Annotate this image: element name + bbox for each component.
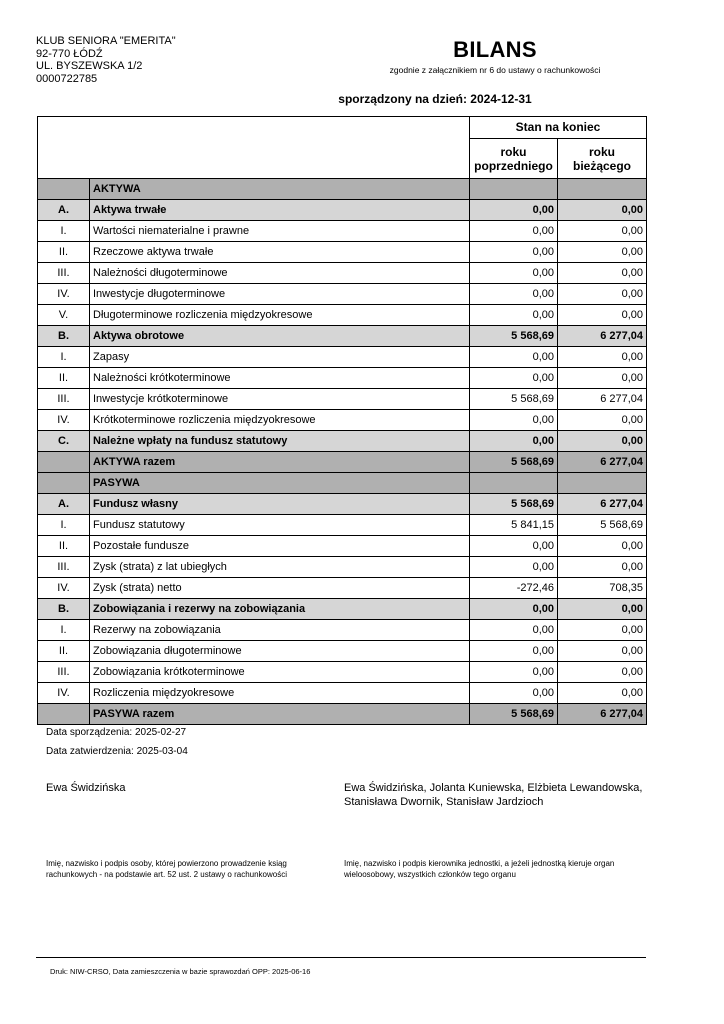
document-date: sporządzony na dzień: 2024-12-31 — [338, 92, 532, 106]
row-current-value: 0,00 — [558, 200, 647, 221]
row-mark: I. — [38, 515, 90, 536]
row-prev-value: 0,00 — [470, 557, 558, 578]
table-row — [38, 515, 647, 536]
table-row — [38, 389, 647, 410]
table-row — [38, 284, 647, 305]
row-prev-value: 0,00 — [470, 662, 558, 683]
row-current-value: 0,00 — [558, 557, 647, 578]
row-mark: I. — [38, 620, 90, 641]
table-row — [38, 620, 647, 641]
row-name: Zobowiązania i rezerwy na zobowiązania — [90, 599, 470, 620]
row-current-value: 0,00 — [558, 263, 647, 284]
row-prev-value: 0,00 — [470, 599, 558, 620]
table-header-row — [38, 117, 647, 139]
row-prev-value: 0,00 — [470, 263, 558, 284]
table-row — [38, 473, 647, 494]
row-current-value: 0,00 — [558, 221, 647, 242]
table-row — [38, 368, 647, 389]
row-name: Należne wpłaty na fundusz statutowy — [90, 431, 470, 452]
row-prev-value — [470, 179, 558, 200]
table-body — [38, 179, 647, 725]
row-prev-value: 0,00 — [470, 683, 558, 704]
row-name: Inwestycje krótkoterminowe — [90, 389, 470, 410]
table-row — [38, 200, 647, 221]
table-row — [38, 221, 647, 242]
row-current-value: 0,00 — [558, 242, 647, 263]
table-row — [38, 347, 647, 368]
row-current-value: 0,00 — [558, 410, 647, 431]
row-current-value — [558, 473, 647, 494]
row-mark: IV. — [38, 284, 90, 305]
table-row — [38, 599, 647, 620]
date-prepared: Data sporządzenia: 2025-02-27 — [46, 727, 187, 738]
row-prev-value: 0,00 — [470, 305, 558, 326]
table-row — [38, 557, 647, 578]
row-name: Należności krótkoterminowe — [90, 368, 470, 389]
table-row — [38, 431, 647, 452]
row-current-value: 6 277,04 — [558, 704, 647, 725]
row-name: Zapasy — [90, 347, 470, 368]
header-prev-year: roku poprzedniego — [470, 139, 558, 179]
table-row — [38, 326, 647, 347]
row-current-value: 0,00 — [558, 368, 647, 389]
row-current-value: 0,00 — [558, 305, 647, 326]
row-current-value: 0,00 — [558, 641, 647, 662]
date-approved: Data zatwierdzenia: 2025-03-04 — [46, 746, 188, 757]
header-current-year: roku bieżącego — [558, 139, 647, 179]
row-current-value: 0,00 — [558, 683, 647, 704]
row-prev-value: 0,00 — [470, 347, 558, 368]
table-row — [38, 410, 647, 431]
row-mark — [38, 704, 90, 725]
row-mark — [38, 179, 90, 200]
row-mark: III. — [38, 389, 90, 410]
table-row — [38, 683, 647, 704]
row-current-value: 5 568,69 — [558, 515, 647, 536]
row-name: Rozliczenia międzyokresowe — [90, 683, 470, 704]
row-prev-value: 0,00 — [470, 410, 558, 431]
header-blank-cell — [38, 117, 470, 179]
org-street: UL. BYSZEWSKA 1/2 — [36, 60, 143, 72]
row-mark: III. — [38, 263, 90, 284]
row-prev-value: -272,46 — [470, 578, 558, 599]
organization-block — [36, 35, 176, 85]
row-current-value: 0,00 — [558, 347, 647, 368]
row-prev-value: 0,00 — [470, 221, 558, 242]
table-row — [38, 662, 647, 683]
row-prev-value: 5 568,69 — [470, 389, 558, 410]
row-name: AKTYWA — [90, 179, 470, 200]
row-name: AKTYWA razem — [90, 452, 470, 473]
header-period: Stan na koniec — [470, 117, 647, 139]
footer-divider — [36, 957, 646, 958]
row-mark: III. — [38, 557, 90, 578]
row-prev-value: 0,00 — [470, 242, 558, 263]
table-row — [38, 494, 647, 515]
row-mark: V. — [38, 305, 90, 326]
row-prev-value: 0,00 — [470, 620, 558, 641]
document-title: BILANS — [453, 37, 537, 62]
row-prev-value: 5 568,69 — [470, 452, 558, 473]
row-current-value: 708,35 — [558, 578, 647, 599]
row-name: Wartości niematerialne i prawne — [90, 221, 470, 242]
row-current-value: 0,00 — [558, 599, 647, 620]
row-mark: B. — [38, 326, 90, 347]
management-names: Ewa Świdzińska, Jolanta Kuniewska, Elżbieta Lewandowska, Stanisława Dwornik, Stanisław Jardzioch — [344, 782, 643, 808]
row-current-value — [558, 179, 647, 200]
document-subtitle: zgodnie z załącznikiem nr 6 do ustawy o rachunkowości — [389, 65, 601, 75]
row-prev-value: 0,00 — [470, 641, 558, 662]
row-mark: II. — [38, 536, 90, 557]
row-prev-value: 0,00 — [470, 536, 558, 557]
row-name: Fundusz statutowy — [90, 515, 470, 536]
bookkeeper-name: Ewa Świdzińska — [46, 782, 126, 794]
row-prev-value: 5 568,69 — [470, 326, 558, 347]
row-prev-value: 5 841,15 — [470, 515, 558, 536]
row-name: Fundusz własny — [90, 494, 470, 515]
row-prev-value: 5 568,69 — [470, 704, 558, 725]
row-name: Pozostałe fundusze — [90, 536, 470, 557]
table-row — [38, 179, 647, 200]
row-mark: II. — [38, 641, 90, 662]
row-name: PASYWA razem — [90, 704, 470, 725]
row-mark: IV. — [38, 410, 90, 431]
org-name: KLUB SENIORA "EMERITA" — [36, 35, 176, 47]
row-name: Krótkoterminowe rozliczenia międzyokresowe — [90, 410, 470, 431]
balance-sheet-table — [37, 116, 647, 725]
org-postal-city: 92-770 ŁÓDŹ — [36, 47, 103, 60]
table-row — [38, 305, 647, 326]
row-name: Rezerwy na zobowiązania — [90, 620, 470, 641]
row-name: Rzeczowe aktywa trwałe — [90, 242, 470, 263]
org-krs: 0000722785 — [36, 72, 98, 85]
row-name: Aktywa trwałe — [90, 200, 470, 221]
row-mark: A. — [38, 200, 90, 221]
row-mark: II. — [38, 368, 90, 389]
row-mark: II. — [38, 242, 90, 263]
row-mark: A. — [38, 494, 90, 515]
row-prev-value: 0,00 — [470, 284, 558, 305]
row-name: Inwestycje długoterminowe — [90, 284, 470, 305]
row-name: Należności długoterminowe — [90, 263, 470, 284]
row-current-value: 0,00 — [558, 620, 647, 641]
table-row — [38, 263, 647, 284]
row-current-value: 0,00 — [558, 431, 647, 452]
row-name: Zobowiązania krótkoterminowe — [90, 662, 470, 683]
row-mark — [38, 452, 90, 473]
row-current-value: 6 277,04 — [558, 326, 647, 347]
row-mark — [38, 473, 90, 494]
row-name: Zysk (strata) netto — [90, 578, 470, 599]
management-caption: Imię, nazwisko i podpis kierownika jednostki, a jeżeli jednostką kieruje organ wieloosobowy, wszystkich członków tego organu — [344, 859, 615, 879]
row-name: Zobowiązania długoterminowe — [90, 641, 470, 662]
row-mark: III. — [38, 662, 90, 683]
row-prev-value: 0,00 — [470, 431, 558, 452]
row-mark: I. — [38, 221, 90, 242]
row-name: Zysk (strata) z lat ubiegłych — [90, 557, 470, 578]
row-current-value: 6 277,04 — [558, 389, 647, 410]
row-name: PASYWA — [90, 473, 470, 494]
table-row — [38, 641, 647, 662]
row-current-value: 0,00 — [558, 284, 647, 305]
row-current-value: 0,00 — [558, 536, 647, 557]
row-name: Aktywa obrotowe — [90, 326, 470, 347]
bookkeeper-caption: Imię, nazwisko i podpis osoby, której powierzono prowadzenie ksiąg rachunkowych - na podstawie art. 52 ust. 2 ustawy o rachunkowości — [46, 859, 288, 879]
table-row — [38, 536, 647, 557]
row-mark: C. — [38, 431, 90, 452]
row-name: Długoterminowe rozliczenia międzyokresowe — [90, 305, 470, 326]
row-current-value: 6 277,04 — [558, 494, 647, 515]
row-prev-value: 0,00 — [470, 200, 558, 221]
table-row — [38, 242, 647, 263]
table-row — [38, 578, 647, 599]
table-row — [38, 704, 647, 725]
row-prev-value: 0,00 — [470, 368, 558, 389]
row-prev-value — [470, 473, 558, 494]
row-current-value: 6 277,04 — [558, 452, 647, 473]
row-mark: IV. — [38, 683, 90, 704]
row-mark: B. — [38, 599, 90, 620]
footer-text: Druk: NIW-CRSO, Data zamieszczenia w bazie sprawozdań OPP: 2025-06-16 — [50, 967, 311, 976]
table-row — [38, 452, 647, 473]
row-mark: I. — [38, 347, 90, 368]
row-current-value: 0,00 — [558, 662, 647, 683]
row-mark: IV. — [38, 578, 90, 599]
row-prev-value: 5 568,69 — [470, 494, 558, 515]
